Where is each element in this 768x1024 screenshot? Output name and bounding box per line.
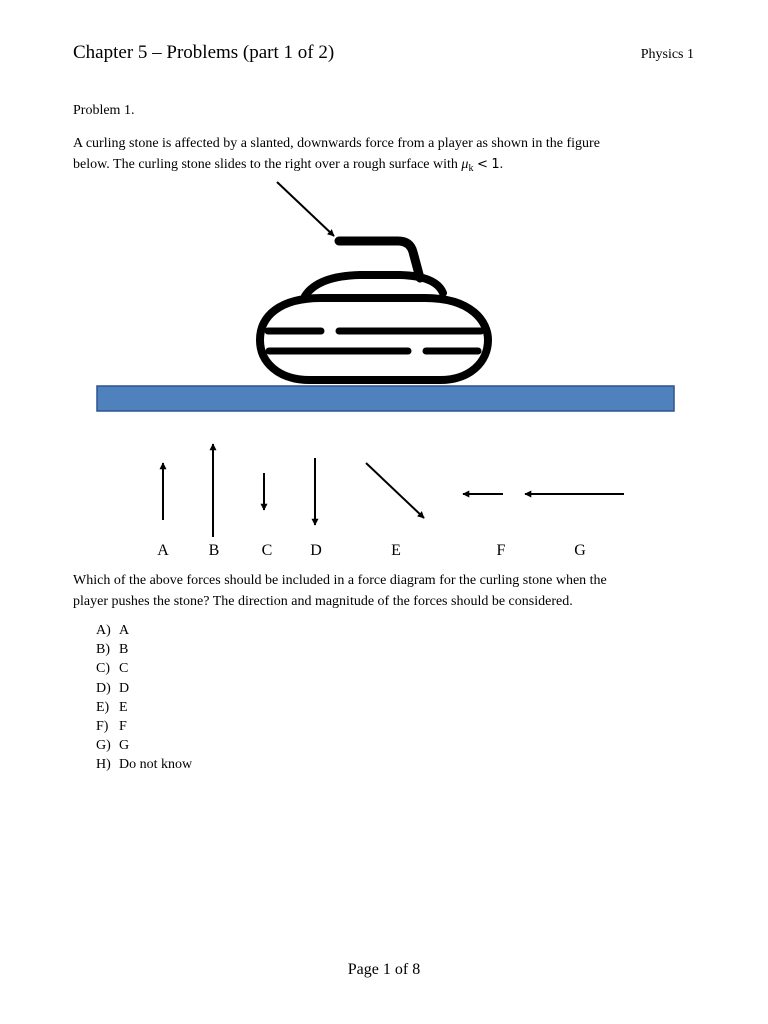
arrow-label-c: C — [261, 542, 273, 559]
course-name: Physics 1 — [640, 47, 694, 62]
arrow-e — [366, 463, 424, 518]
option-text: G — [119, 738, 130, 754]
question-line-2: player pushes the stone? The direction and magnitude of the forces should be considered. — [73, 594, 573, 609]
option-key: C) — [96, 661, 110, 677]
curling-stone — [260, 241, 488, 380]
option-a[interactable] — [96, 621, 192, 640]
answer-options — [96, 621, 192, 775]
chapter-title: Chapter 5 – Problems (part 1 of 2) — [73, 42, 335, 63]
stone-body — [260, 298, 488, 380]
option-e[interactable] — [96, 698, 192, 717]
option-g[interactable] — [96, 736, 192, 755]
question-text — [73, 570, 693, 612]
arrow-label-a: A — [157, 542, 169, 559]
arrow-label-f: F — [496, 542, 506, 559]
question-line-1: Which of the above forces should be included in a force diagram for the curling stone when the — [73, 573, 607, 588]
arrow-label-e: E — [391, 542, 401, 559]
option-text: D — [119, 680, 130, 696]
intro-line-2-text: below. The curling stone slides to the right over a rough surface with — [73, 157, 462, 172]
option-text: Do not know — [119, 757, 193, 773]
option-key: F) — [96, 718, 109, 734]
mu-symbol: μ — [461, 157, 469, 172]
ice-surface — [97, 386, 674, 411]
option-key: B) — [96, 642, 110, 658]
option-key: H) — [96, 757, 111, 773]
option-text: A — [119, 623, 130, 638]
stone-top — [305, 275, 443, 296]
mu-subscript: k — [468, 163, 474, 174]
intro-period: . — [499, 157, 504, 172]
option-text: C — [119, 661, 129, 677]
option-text: F — [119, 718, 127, 734]
arrow-label-d: D — [310, 542, 322, 559]
problem-label: Problem 1. — [73, 103, 135, 118]
intro-line-1: A curling stone is affected by a slanted, downwards force from a player as shown in the figure — [73, 136, 600, 151]
page-number: Page 1 of 8 — [347, 961, 421, 978]
option-f[interactable] — [96, 717, 192, 736]
option-key: D) — [96, 680, 111, 696]
option-h[interactable] — [96, 755, 192, 774]
arrow-label-g: G — [574, 542, 586, 559]
option-key: E) — [96, 699, 110, 715]
option-c[interactable] — [96, 659, 192, 678]
mu-bound: 1 — [491, 157, 500, 172]
option-key: A) — [96, 623, 111, 638]
less-than-sign: < — [476, 157, 488, 172]
option-key: G) — [96, 738, 111, 754]
arrow-label-b: B — [208, 542, 220, 559]
option-d[interactable] — [96, 679, 192, 698]
option-b[interactable] — [96, 640, 192, 659]
player-force-arrow — [277, 182, 334, 236]
option-text: B — [119, 642, 129, 658]
option-text: E — [119, 699, 128, 715]
